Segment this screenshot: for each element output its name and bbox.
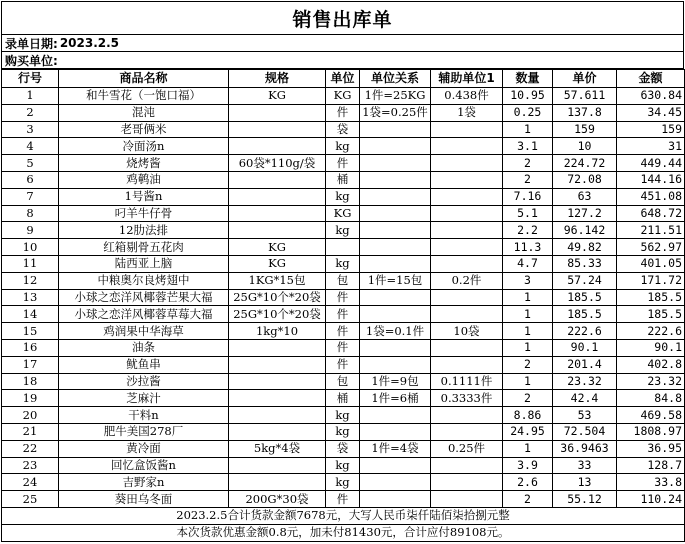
cell-aux-unit [431,407,503,424]
cell-qty: 2 [503,356,553,373]
table-row [2,104,685,121]
col-header-price: 单价 [553,70,617,88]
cell-spec [229,205,326,222]
cell-unit: kg [326,222,360,239]
cell-amount: 402.8 [617,356,685,373]
cell-qty: 3.1 [503,138,553,155]
cell-spec [229,457,326,474]
cell-unit: 件 [326,104,360,121]
cell-aux-unit: 0.438件 [431,88,503,105]
cell-product-name: 鸡润果中华海草 [59,323,229,340]
cell-product-name: 老哥俩米 [59,121,229,138]
cell-unit: 件 [326,323,360,340]
cell-qty: 2.6 [503,474,553,491]
cell-price: 127.2 [553,205,617,222]
col-header-relation: 单位关系 [360,70,431,88]
cell-aux-unit [431,289,503,306]
cell-unit-relation [360,255,431,272]
cell-unit: kg [326,474,360,491]
table-row [2,121,685,138]
cell-unit-relation: 1件=15包 [360,272,431,289]
cell-price: 185.5 [553,289,617,306]
cell-aux-unit [431,239,503,256]
cell-spec: 60袋*110g/袋 [229,155,326,172]
cell-row-no: 4 [2,138,59,155]
cell-unit: 袋 [326,440,360,457]
cell-amount: 562.97 [617,239,685,256]
cell-amount: 449.44 [617,155,685,172]
cell-spec [229,171,326,188]
cell-spec [229,407,326,424]
col-header-no: 行号 [2,70,59,88]
table-row [2,171,685,188]
cell-qty: 1 [503,440,553,457]
table-row [2,491,685,508]
cell-aux-unit [431,188,503,205]
cell-unit: 袋 [326,121,360,138]
cell-qty: 10.95 [503,88,553,105]
cell-amount: 31 [617,138,685,155]
cell-price: 36.9463 [553,440,617,457]
cell-unit: kg [326,457,360,474]
cell-unit-relation: 1袋=0.25件 [360,104,431,121]
cell-qty: 4.7 [503,255,553,272]
cell-qty: 1 [503,323,553,340]
cell-product-name: 芝麻汁 [59,390,229,407]
cell-row-no: 24 [2,474,59,491]
cell-price: 42.4 [553,390,617,407]
cell-unit: kg [326,188,360,205]
cell-unit-relation [360,171,431,188]
cell-unit: 件 [326,339,360,356]
cell-unit-relation: 1件=9包 [360,373,431,390]
cell-unit-relation [360,155,431,172]
cell-price: 90.1 [553,339,617,356]
cell-unit-relation: 1件=6桶 [360,390,431,407]
cell-product-name: 鱿鱼串 [59,356,229,373]
cell-spec: 25G*10个*20袋 [229,289,326,306]
cell-product-name: 1号酱n [59,188,229,205]
cell-price: 137.8 [553,104,617,121]
table-row [2,155,685,172]
cell-aux-unit: 10袋 [431,323,503,340]
cell-product-name: 回忆盒饭酱n [59,457,229,474]
cell-spec [229,423,326,440]
cell-qty: 3 [503,272,553,289]
cell-qty: 7.16 [503,188,553,205]
cell-row-no: 18 [2,373,59,390]
cell-amount: 23.32 [617,373,685,390]
cell-spec [229,138,326,155]
cell-amount: 451.08 [617,188,685,205]
discount-summary: 本次货款优惠金额0.8元，加未付81430元，合计应付89108元。 [2,524,685,541]
date-value: 2023.2.5 [59,36,120,50]
cell-row-no: 11 [2,255,59,272]
col-header-qty: 数量 [503,70,553,88]
cell-qty: 1 [503,373,553,390]
cell-unit-relation [360,339,431,356]
table-row [2,339,685,356]
cell-product-name: 12肋法排 [59,222,229,239]
table-row [2,457,685,474]
cell-aux-unit [431,155,503,172]
cell-qty: 1 [503,121,553,138]
buyer-row [1,52,684,69]
cell-unit: kg [326,255,360,272]
cell-qty: 2 [503,491,553,508]
cell-unit: 桶 [326,171,360,188]
table-row [2,205,685,222]
cell-unit-relation [360,306,431,323]
cell-row-no: 20 [2,407,59,424]
cell-aux-unit: 1袋 [431,104,503,121]
cell-unit-relation [360,138,431,155]
table-row [2,306,685,323]
cell-product-name: 冷面汤n [59,138,229,155]
cell-unit: 桶 [326,390,360,407]
cell-spec [229,121,326,138]
cell-qty: 11.3 [503,239,553,256]
cell-amount: 36.95 [617,440,685,457]
cell-product-name: 鸡鹌油 [59,171,229,188]
cell-row-no: 13 [2,289,59,306]
cell-row-no: 5 [2,155,59,172]
cell-row-no: 15 [2,323,59,340]
cell-price: 63 [553,188,617,205]
cell-product-name: 和牛雪花（一饱口福） [59,88,229,105]
cell-price: 53 [553,407,617,424]
cell-product-name: 干料n [59,407,229,424]
cell-amount: 1808.97 [617,423,685,440]
cell-unit-relation: 1件=4袋 [360,440,431,457]
cell-amount: 128.7 [617,457,685,474]
cell-aux-unit: 0.2件 [431,272,503,289]
cell-amount: 144.16 [617,171,685,188]
table-row [2,356,685,373]
cell-row-no: 19 [2,390,59,407]
table-row [2,88,685,105]
cell-unit: kg [326,423,360,440]
cell-spec: 1KG*15包 [229,272,326,289]
cell-price: 55.12 [553,491,617,508]
cell-row-no: 23 [2,457,59,474]
cell-unit-relation [360,407,431,424]
cell-spec: 1kg*10 [229,323,326,340]
cell-unit-relation [360,474,431,491]
cell-spec: 200G*30袋 [229,491,326,508]
cell-row-no: 12 [2,272,59,289]
cell-product-name: 吉野家n [59,474,229,491]
cell-unit-relation [360,457,431,474]
cell-spec: KG [229,88,326,105]
table-row [2,289,685,306]
cell-price: 57.611 [553,88,617,105]
cell-aux-unit [431,339,503,356]
buyer-label: 购买单位: [5,53,58,68]
cell-qty: 2 [503,171,553,188]
cell-aux-unit [431,474,503,491]
cell-spec: 5kg*4袋 [229,440,326,457]
cell-amount: 33.8 [617,474,685,491]
cell-spec [229,356,326,373]
cell-spec: KG [229,239,326,256]
cell-unit-relation [360,423,431,440]
cell-unit: 件 [326,491,360,508]
table-header-row [2,70,685,88]
cell-unit-relation [360,188,431,205]
cell-amount: 171.72 [617,272,685,289]
cell-amount: 185.5 [617,289,685,306]
cell-price: 224.72 [553,155,617,172]
cell-spec [229,474,326,491]
cell-aux-unit: 0.1111件 [431,373,503,390]
cell-product-name: 黄冷面 [59,440,229,457]
cell-row-no: 9 [2,222,59,239]
cell-price: 96.142 [553,222,617,239]
cell-row-no: 25 [2,491,59,508]
cell-qty: 5.1 [503,205,553,222]
cell-amount: 84.8 [617,390,685,407]
cell-aux-unit: 0.25件 [431,440,503,457]
cell-unit: KG [326,205,360,222]
cell-product-name: 红箱剔骨五花肉 [59,239,229,256]
cell-qty: 1 [503,289,553,306]
cell-qty: 3.9 [503,457,553,474]
cell-spec [229,390,326,407]
cell-unit: 包 [326,373,360,390]
cell-amount: 34.45 [617,104,685,121]
cell-unit-relation [360,205,431,222]
cell-unit: 件 [326,356,360,373]
cell-product-name: 油条 [59,339,229,356]
cell-row-no: 21 [2,423,59,440]
cell-product-name: 烧烤酱 [59,155,229,172]
goods-table [1,69,685,542]
cell-unit-relation [360,239,431,256]
cell-unit-relation: 1袋=0.1件 [360,323,431,340]
table-row [2,440,685,457]
cell-qty: 1 [503,339,553,356]
cell-qty: 24.95 [503,423,553,440]
cell-aux-unit [431,138,503,155]
table-row [2,255,685,272]
cell-amount: 211.51 [617,222,685,239]
cell-price: 33 [553,457,617,474]
col-header-amount: 金额 [617,70,685,88]
total-row [2,507,685,524]
cell-row-no: 8 [2,205,59,222]
cell-qty: 8.86 [503,407,553,424]
cell-spec [229,373,326,390]
cell-price: 23.32 [553,373,617,390]
cell-aux-unit [431,457,503,474]
table-row [2,323,685,340]
cell-amount: 630.84 [617,88,685,105]
cell-unit-relation [360,289,431,306]
cell-amount: 648.72 [617,205,685,222]
col-header-spec: 规格 [229,70,326,88]
cell-price: 49.82 [553,239,617,256]
cell-price: 10 [553,138,617,155]
cell-unit-relation [360,356,431,373]
cell-price: 85.33 [553,255,617,272]
cell-row-no: 7 [2,188,59,205]
cell-row-no: 2 [2,104,59,121]
cell-row-no: 3 [2,121,59,138]
total-summary: 2023.2.5合计货款金额7678元，大写人民币柒仟陆佰柒拾捌元整 [2,507,685,524]
cell-spec [229,222,326,239]
cell-unit: 件 [326,306,360,323]
cell-amount: 469.58 [617,407,685,424]
table-row [2,390,685,407]
cell-amount: 90.1 [617,339,685,356]
cell-unit-relation [360,491,431,508]
table-row [2,474,685,491]
cell-aux-unit: 0.3333件 [431,390,503,407]
cell-aux-unit [431,306,503,323]
cell-price: 72.504 [553,423,617,440]
col-header-name: 商品名称 [59,70,229,88]
cell-product-name: 中粮奥尔良烤翅中 [59,272,229,289]
cell-aux-unit [431,491,503,508]
cell-product-name: 小球之恋洋风椰蓉芒果大福 [59,289,229,306]
cell-unit: 包 [326,272,360,289]
cell-unit: 件 [326,289,360,306]
col-header-unit: 单位 [326,70,360,88]
cell-aux-unit [431,356,503,373]
cell-aux-unit [431,423,503,440]
cell-price: 13 [553,474,617,491]
cell-aux-unit [431,205,503,222]
cell-qty: 1 [503,306,553,323]
cell-product-name: 小球之恋洋风椰蓉草莓大福 [59,306,229,323]
table-row [2,272,685,289]
cell-row-no: 6 [2,171,59,188]
cell-unit: kg [326,138,360,155]
cell-amount: 222.6 [617,323,685,340]
table-row [2,222,685,239]
cell-amount: 159 [617,121,685,138]
cell-price: 72.08 [553,171,617,188]
cell-unit-relation [360,121,431,138]
date-label: 录单日期: [5,36,58,51]
cell-amount: 185.5 [617,306,685,323]
cell-spec [229,188,326,205]
table-row [2,407,685,424]
date-row [1,35,684,52]
cell-product-name: 陆西亚上脑 [59,255,229,272]
discount-row [2,524,685,541]
table-row [2,188,685,205]
col-header-aux-unit: 辅助单位1 [431,70,503,88]
cell-qty: 2.2 [503,222,553,239]
cell-unit: 件 [326,155,360,172]
cell-unit: kg [326,407,360,424]
cell-price: 222.6 [553,323,617,340]
cell-spec [229,104,326,121]
cell-product-name: 沙拉酱 [59,373,229,390]
cell-product-name: 肥牛美国278厂 [59,423,229,440]
cell-price: 201.4 [553,356,617,373]
cell-row-no: 16 [2,339,59,356]
cell-spec: KG [229,255,326,272]
cell-price: 185.5 [553,306,617,323]
cell-amount: 401.05 [617,255,685,272]
cell-spec [229,339,326,356]
cell-price: 57.24 [553,272,617,289]
sheet-title: 销售出库单 [1,1,684,35]
cell-unit: KG [326,88,360,105]
cell-qty: 2 [503,155,553,172]
cell-row-no: 14 [2,306,59,323]
cell-aux-unit [431,171,503,188]
cell-row-no: 22 [2,440,59,457]
cell-unit-relation: 1件=25KG [360,88,431,105]
cell-product-name: 混沌 [59,104,229,121]
cell-price: 159 [553,121,617,138]
cell-unit-relation [360,222,431,239]
cell-product-name: 葵田乌冬面 [59,491,229,508]
cell-row-no: 1 [2,88,59,105]
table-row [2,373,685,390]
table-body [2,88,685,508]
cell-row-no: 17 [2,356,59,373]
cell-qty: 0.25 [503,104,553,121]
cell-amount: 110.24 [617,491,685,508]
cell-aux-unit [431,255,503,272]
cell-unit [326,239,360,256]
cell-product-name: 叼羊牛仔骨 [59,205,229,222]
cell-qty: 2 [503,390,553,407]
cell-aux-unit [431,121,503,138]
table-row [2,239,685,256]
cell-aux-unit [431,222,503,239]
table-row [2,138,685,155]
cell-spec: 25G*10个*20袋 [229,306,326,323]
table-row [2,423,685,440]
cell-row-no: 10 [2,239,59,256]
